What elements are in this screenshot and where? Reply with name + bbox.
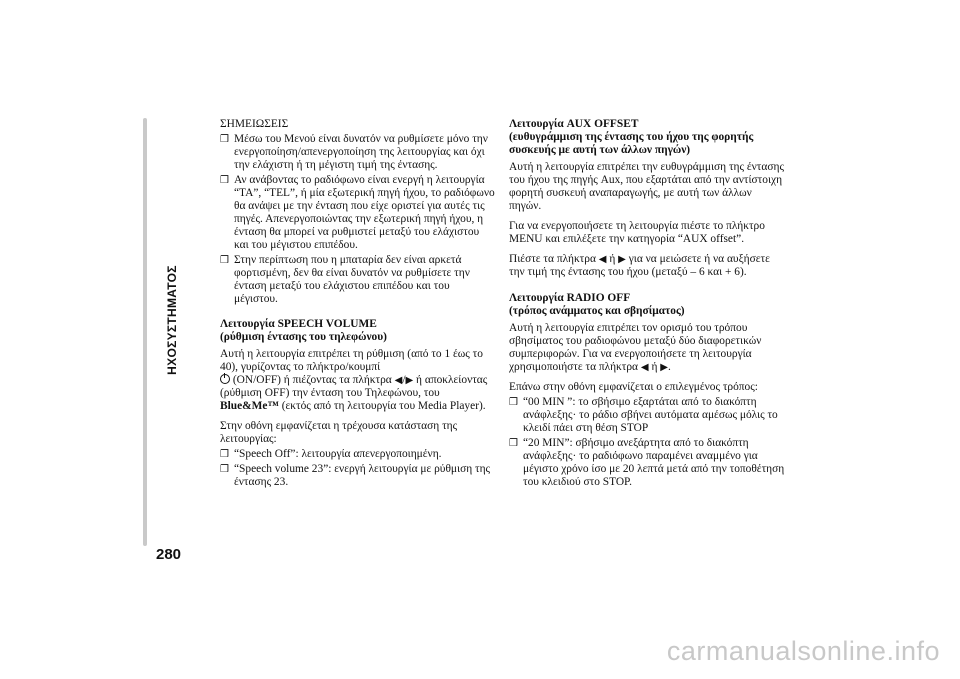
- power-knob-icon: [220, 374, 230, 384]
- aux-paragraph-1: Αυτή η λειτουργία επιτρέπει την ευθυγράμμιση της έντασης του ήχου της πηγής Aux, που εξαρτάται από την αντίστοιχη φορητή συσκευή αναπαραγωγής, με αυτή των άλλων πηγών.: [509, 161, 784, 212]
- page-number: 280: [156, 546, 182, 563]
- list-item: ❒ Μέσω του Μενού είναι δυνατόν να ρυθμίσετε μόνο την ενεργοποίηση/απενεργοποίηση της λειτουργίας και όχι την ελάχιστη ή τη μέγιστη τιμή της έντασης.: [220, 133, 488, 171]
- radio-paragraph-2: Επάνω στην οθόνη εμφανίζεται ο επιλεγμένος τρόπος:: [509, 381, 758, 393]
- left-column: [220, 118, 496, 495]
- aux-offset-heading: Λειτουργία AUX OFFSET (ευθυγράμμιση της έντασης του ήχου της φορητής συσκευής με αυτή των άλλων πηγών): [509, 118, 754, 156]
- radio-off-heading: Λειτουργία RADIO OFF (τρόπος ανάμματος και σβησίματος): [509, 292, 685, 317]
- section-title: ΗΧΟΣΥΣΤΗΜΑΤΟΣ: [165, 265, 179, 375]
- watermark: carmanualsonline.info: [666, 636, 940, 666]
- bullet-icon: ❒: [220, 134, 229, 145]
- speech-volume-heading: Λειτουργία SPEECH VOLUME (ρύθμιση έντασης του τηλεφώνου): [220, 318, 387, 343]
- speech-status-paragraph: Στην οθόνη εμφανίζεται η τρέχουσα κατάσταση της λειτουργίας:: [220, 420, 458, 445]
- list-item: ❒ “00 MIN ”: το σβήσιμο εξαρτάται από το διακόπτη ανάφλεξης· το ράδιο σβήνει αυτόματα αμέσως μόλις το κλειδί πάει στη θέση STOP: [509, 396, 778, 434]
- bullet-icon: ❒: [220, 449, 229, 460]
- radio-paragraph-1: Αυτή η λειτουργία επιτρέπει τον ορισμό του τρόπου σβησίματος του ραδιοφώνου μεταξύ δύο διαφορετικών συμπεριφορών. Για να ενεργοποιήσετε τη λειτουργία χρησιμοποιήστε τα πλήκτρα ◀ ή ▶.: [509, 322, 762, 373]
- right-arrow-icon: ▶: [405, 375, 414, 386]
- bullet-icon: ❒: [220, 464, 229, 475]
- bullet-icon: ❒: [220, 175, 229, 186]
- brand-name: Blue&Me™: [220, 400, 279, 412]
- aux-paragraph-2: Για να ενεργοποιήσετε τη λειτουργία πιέστε το πλήκτρο MENU και επιλέξετε την κατηγορία “AUX offset”.: [509, 220, 765, 245]
- notes-list: [220, 133, 496, 306]
- list-item: ❒ “Speech Off”: λειτουργία απενεργοποιημένη.: [220, 448, 442, 460]
- left-arrow-icon: ◀: [598, 254, 607, 265]
- speech-volume-paragraph: Αυτή η λειτουργία επιτρέπει τη ρύθμιση (από το 1 έως το 40), γυρίζοντας το πλήκτρο/κουμπί (ON/OFF) ή πιέζοντας τα πλήκτρα ◀/▶ ή αποκλείοντας (ρύθμιση OFF) την ένταση του Τηλεφώνου, του Blue&Me™ (εκτός από τη λειτουργία του Media Player).: [220, 348, 488, 412]
- aux-paragraph-3: Πιέστε τα πλήκτρα ◀ ή ▶ για να μειώσετε ή να αυξήσετε την τιμή της έντασης του ήχου (μεταξύ – 6 και + 6).: [509, 253, 770, 278]
- bullet-icon: ❒: [509, 397, 518, 408]
- list-item: ❒ Αν ανάβοντας το ραδιόφωνο είναι ενεργή η λειτουργία “TA”, “TEL”, ή μία εξωτερική πηγή ήχου, το ραδιόφωνο θα ανάψει με την ένταση που είχε οριστεί για αυτές τις πηγές. Απενεργοποιώντας την εξωτερική πηγή ήχου, η ένταση θα μπορεί να ρυθμιστεί μεταξύ του ελάχιστου και του μέγιστου επιπέδου.: [220, 174, 495, 251]
- speech-status-list: [220, 448, 496, 489]
- margin-line: [143, 118, 147, 546]
- bullet-icon: ❒: [509, 438, 518, 449]
- left-arrow-icon: ◀: [394, 375, 403, 386]
- radio-mode-list: [509, 396, 785, 489]
- right-arrow-icon: ▶: [618, 254, 626, 265]
- right-column: [509, 118, 785, 495]
- left-arrow-icon: ◀: [640, 362, 649, 373]
- list-item: ❒ Στην περίπτωση που η μπαταρία δεν είναι αρκετά φορτισμένη, δεν θα είναι δυνατόν να ρυθμίσετε την ένταση μεταξύ του ελάχιστου επιπέδου και του μέγιστου.: [220, 254, 470, 305]
- notes-heading: ΣΗΜΕΙΩΣΕΙΣ: [220, 118, 289, 130]
- list-item: ❒ “Speech volume 23”: ενεργή λειτουργία με ρύθμιση της έντασης 23.: [220, 463, 491, 488]
- bullet-icon: ❒: [220, 255, 229, 266]
- list-item: ❒ “20 MIN”: σβήσιμο ανεξάρτητα από το διακόπτη ανάφλεξης· το ραδιόφωνο παραμένει αναμμένο για μέγιστο χρόνο ίσο με 20 λεπτά μετά από την τοποθέτηση του κλειδιού στο STOP.: [509, 437, 785, 488]
- right-arrow-icon: ▶: [660, 362, 668, 373]
